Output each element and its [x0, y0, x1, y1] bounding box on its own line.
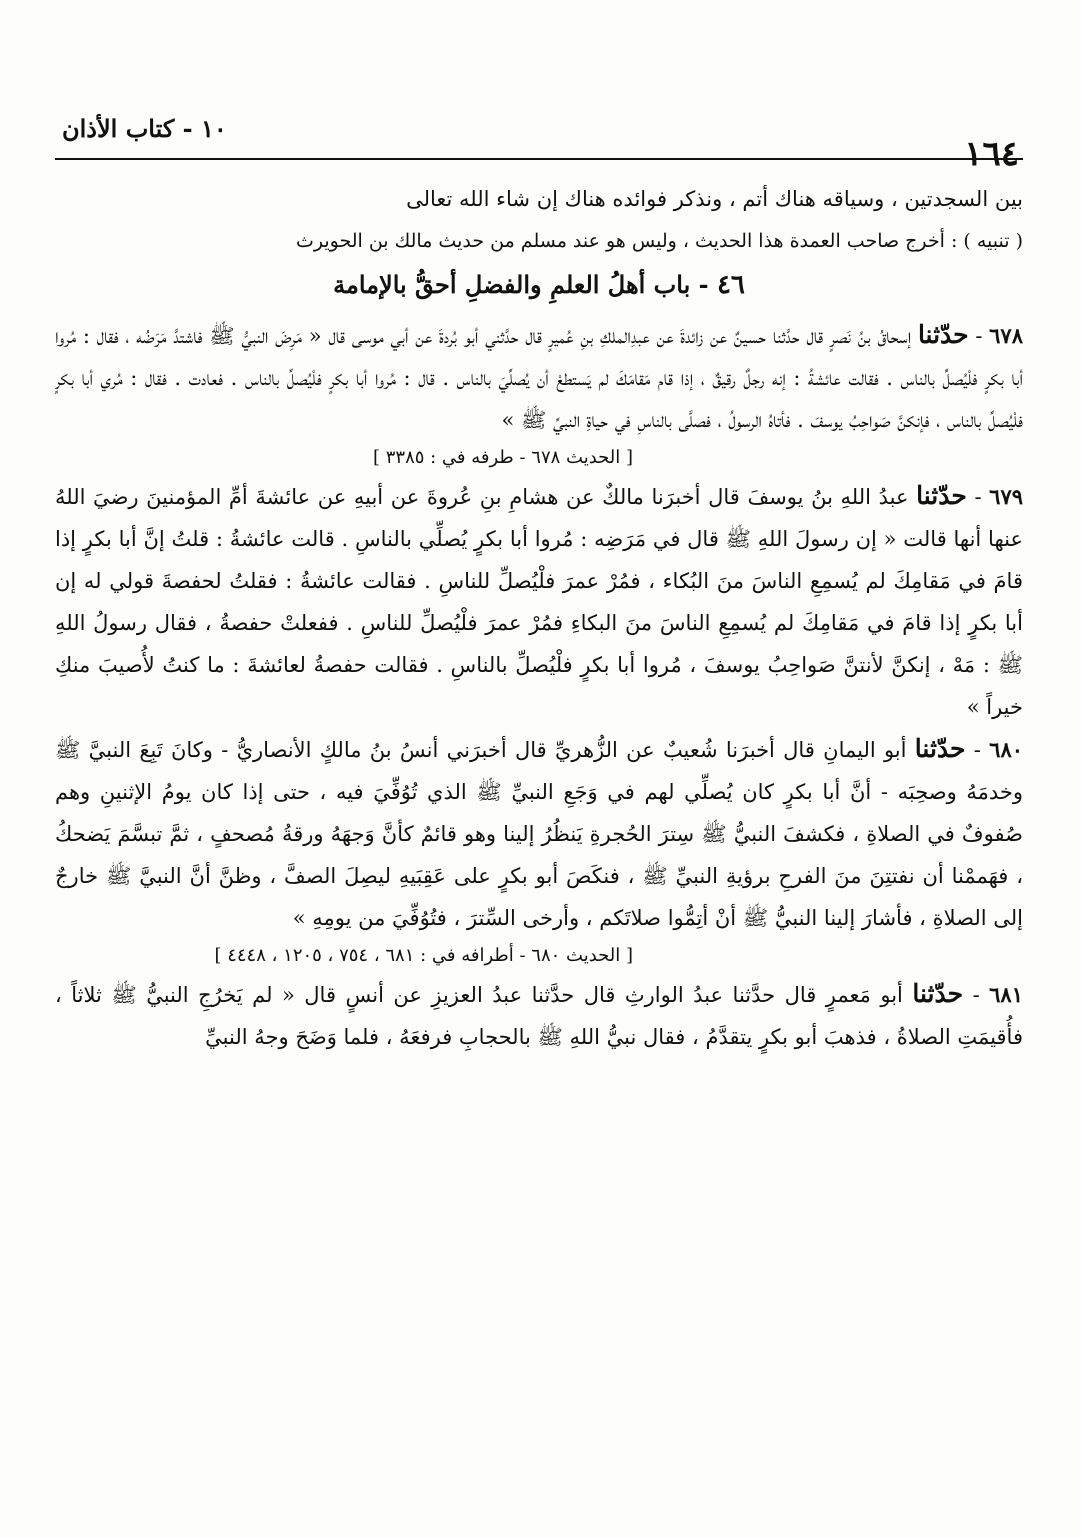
hadith-number: ٦٧٩: [989, 484, 1023, 509]
hadith-block: [55, 314, 1023, 475]
hadith-opening: حدّثنا: [916, 481, 967, 510]
hadith-text: إسحاقُ بنُ نَصرٍ قال حدَّثنا حسينٌ عن زائدةَ عن عبدِالملكِ بنِ عُميرٍ قال حدَّثني أبو بُردةَ عن أبي موسى قال « مَرِضَ النبيُّ ﷺ فاشتدَّ مَرَضُه ، فقال : مُروا أبا بكرٍ فلْيُصلِّ بالناس . فقالت عائشةُ : إنه رجلٌ رقيقٌ ، إذا قام مَقامَكَ لم يَستطعْ أن يُصلِّيَ بالناس . قال : مُروا أبا بكرٍ فلْيُصلِّ بالناس . فعادت . فقال : مُري أبا بكرٍ فلْيُصلِّ بالناس ، فإنكنَّ صَواحِبُ يوسفَ . فأتاهُ الرسولُ ، فصلَّى بالناسِ في حياةِ النبيِّ ﷺ »: [55, 324, 1023, 432]
hadith-681: ٦٨١ - حدّثنا أبو مَعمرٍ قال حدَّثنا عبدُ الوارثِ قال حدَّثنا عبدُ العزيزِ عن أنسٍ قال « لم يَخرُجِ النبيُّ ﷺ ثلاثاً ، فأُقيمَتِ الصلاةُ ، فذهبَ أبو بكرٍ يتقدَّمُ ، فقال نبيُّ اللهِ ﷺ بالحجابِ فرفعَهُ ، فلما وَضَحَ وجهُ النبيِّ: [55, 979, 1023, 1049]
page-body: [55, 178, 1023, 1498]
hadith-block: [55, 728, 1023, 973]
hadith-text: أبو اليمانِ قال أخبرَنا شُعيبٌ عن الزُّهريِّ قال أخبرَني أنسُ بنُ مالكٍ الأنصاريُّ - وكانَ تَبِعَ النبيَّ ﷺ وخدمَهُ وصحِبَه - أنَّ أبا بكرٍ كان يُصلِّي لهم في وَجَعِ النبيِّ ﷺ الذي تُوُفِّيَ فيه ، حتى إذا كان يومُ الإثنينِ وهم صُفوفٌ في الصلاةِ ، فكشفَ النبيُّ ﷺ سِترَ الحُجرةِ يَنظُرُ إلينا وهو قائمٌ كأنَّ وَجهَهُ ورقةُ مُصحفٍ ، ثمَّ تبسَّمَ يَضحكُ ، فهَممْنا أن نفتتِنَ منَ الفرحِ برؤيةِ النبيِّ ﷺ ، فنكَصَ أبو بكرٍ على عَقِبَيهِ ليصِلَ الصفَّ ، وظنَّ أنَّ النبيَّ ﷺ خارجٌ إلى الصلاةِ ، فأشارَ إلينا النبيُّ ﷺ أنْ أتِمُّوا صلاتَكم ، وأرخى السِّترَ ، فتُوُفِّيَ من يومِهِ »: [55, 738, 1023, 930]
page-number: ١٦٤: [964, 134, 1019, 174]
hadith-block: [55, 475, 1023, 728]
hadith-opening: حدّثنا: [917, 320, 969, 349]
header-divider: [55, 158, 1023, 160]
hadith-680: ٦٨٠ - حدّثنا أبو اليمانِ قال أخبرَنا شُعيبٌ عن الزُّهريِّ قال أخبرَني أنسُ بنُ مالكٍ الأنصاريُّ - وكانَ تَبِعَ النبيَّ ﷺ وخدمَهُ وصحِبَه - أنَّ أبا بكرٍ كان يُصلِّي لهم في وَجَعِ النبيِّ ﷺ الذي تُوُفِّيَ فيه ، حتى إذا كان يومُ الإثنينِ وهم صُفوفٌ في الصلاةِ ، فكشفَ النبيُّ ﷺ سِترَ الحُجرةِ يَنظُرُ إلينا وهو قائمٌ كأنَّ وَجهَهُ ورقةُ مُصحفٍ ، ثمَّ تبسَّمَ يَضحكُ ، فهَممْنا أن نفتتِنَ منَ الفرحِ برؤيةِ النبيِّ ﷺ ، فنكَصَ أبو بكرٍ على عَقِبَيهِ ليصِلَ الصفَّ ، وظنَّ أنَّ النبيَّ ﷺ خارجٌ إلى الصلاةِ ، فأشارَ إلينا النبيُّ ﷺ أنْ أتِمُّوا صلاتَكم ، وأرخى السِّترَ ، فتُوُفِّيَ من يومِهِ »: [55, 734, 1023, 930]
chapter-heading: ٤٦ - باب أهلُ العلمِ والفضلِ أحقُّ بالإمامة: [333, 270, 745, 300]
hadith-number: ٦٧٨: [989, 323, 1023, 348]
hadith-block: [55, 973, 1023, 1058]
running-header-chapter: ١٠ - كتاب الأذان: [62, 114, 227, 143]
hadith-number: ٦٨١: [989, 982, 1023, 1007]
intro-line: بين السجدتين ، وسياقه هناك أتم ، ونذكر فوائده هناك إن شاء الله تعالى: [406, 187, 1023, 211]
hadith-678: ٦٧٨ - حدّثنا إسحاقُ بنُ نَصرٍ قال حدَّثنا حسينٌ عن زائدةَ عن عبدِالملكِ بنِ عُميرٍ قال حدَّثني أبو بُردةَ عن أبي موسى قال « مَرِضَ النبيُّ ﷺ فاشتدَّ مَرَضُه ، فقال : مُروا أبا بكرٍ فلْيُصلِّ بالناس . فقالت عائشةُ : إنه رجلٌ رقيقٌ ، إذا قام مَقامَكَ لم يَستطعْ أن يُصلِّيَ بالناس . قال : مُروا أبا بكرٍ فلْيُصلِّ بالناس . فعادت . فقال : مُري أبا بكرٍ فلْيُصلِّ بالناس ، فإنكنَّ صَواحِبُ يوسفَ . فأتاهُ الرسولُ ، فصلَّى بالناسِ في حياةِ النبيِّ ﷺ »: [55, 320, 1023, 432]
hadith-text: عبدُ اللهِ بنُ يوسفَ قال أخبرَنا مالكٌ عن هشامِ بنِ عُروةَ عن أبيهِ عن عائشةَ أمِّ المؤمنينَ رضيَ اللهُ عنها أنها قالت « إن رسولَ اللهِ ﷺ قال في مَرَضِه : مُروا أبا بكرٍ يُصلِّي بالناسِ . قالت عائشةُ : قلتُ إنَّ أبا بكرٍ إذا قامَ في مَقامِكَ لم يُسمِعِ الناسَ منَ البُكاء ، فمُرْ عمرَ فلْيُصلِّ للناسِ . فقالت عائشةُ : فقلتُ لحفصةَ قولي له إن أبا بكرٍ إذا قامَ في مَقامِكَ لم يُسمِعِ الناسَ منَ البكاءِ فمُرْ عمرَ فلْيُصلِّ للناسِ . ففعلتْ حفصةُ ، فقال رسولُ اللهِ ﷺ : مَهْ ، إنكنَّ لأنتنَّ صَواحِبُ يوسفَ ، مُروا أبا بكرٍ فلْيُصلِّ بالناسِ . فقالت حفصةُ لعائشةَ : ما كنتُ لأُصيبَ منكِ خيراً »: [55, 485, 1023, 719]
hadith-reference: [ الحديث ٦٧٨ - طرفه في : ٣٣٨٥ ]: [372, 447, 633, 468]
chapter-number: ٤٦: [716, 270, 745, 300]
hadith-679: ٦٧٩ - حدّثنا عبدُ اللهِ بنُ يوسفَ قال أخبرَنا مالكٌ عن هشامِ بنِ عُروةَ عن أبيهِ عن عائشةَ أمِّ المؤمنينَ رضيَ اللهُ عنها أنها قالت « إن رسولَ اللهِ ﷺ قال في مَرَضِه : مُروا أبا بكرٍ يُصلِّي بالناسِ . قالت عائشةُ : قلتُ إنَّ أبا بكرٍ إذا قامَ في مَقامِكَ لم يُسمِعِ الناسَ منَ البُكاء ، فمُرْ عمرَ فلْيُصلِّ للناسِ . فقالت عائشةُ : فقلتُ لحفصةَ قولي له إن أبا بكرٍ إذا قامَ في مَقامِكَ لم يُسمِعِ الناسَ منَ البكاءِ فمُرْ عمرَ فلْيُصلِّ للناسِ . ففعلتْ حفصةُ ، فقال رسولُ اللهِ ﷺ : مَهْ ، إنكنَّ لأنتنَّ صَواحِبُ يوسفَ ، مُروا أبا بكرٍ فلْيُصلِّ بالناسِ . فقالت حفصةُ لعائشةَ : ما كنتُ لأُصيبَ منكِ خيراً »: [55, 481, 1023, 719]
intro-note: ( تنبيه ) : أخرج صاحب العمدة هذا الحديث ، وليس هو عند مسلم من حديث مالك بن الحويرث: [295, 230, 1023, 252]
hadith-opening: حدّثنا: [912, 979, 964, 1008]
hadith-text: أبو مَعمرٍ قال حدَّثنا عبدُ الوارثِ قال حدَّثنا عبدُ العزيزِ عن أنسٍ قال « لم يَخرُجِ النبيُّ ﷺ ثلاثاً ، فأُقيمَتِ الصلاةُ ، فذهبَ أبو بكرٍ يتقدَّمُ ، فقال نبيُّ اللهِ ﷺ بالحجابِ فرفعَهُ ، فلما وَضَحَ وجهُ النبيِّ: [55, 983, 1023, 1049]
hadith-number: ٦٨٠: [989, 737, 1023, 762]
hadith-opening: حدّثنا: [914, 734, 966, 763]
chapter-title: أهلُ العلمِ والفضلِ أحقُّ بالإمامة: [333, 270, 646, 299]
hadith-reference: [ الحديث ٦٨٠ - أطرافه في : ٦٨١ ، ٧٥٤ ، ١٢٠٥ ، ٤٤٤٨ ]: [214, 945, 633, 966]
chapter-label: باب: [653, 270, 691, 299]
